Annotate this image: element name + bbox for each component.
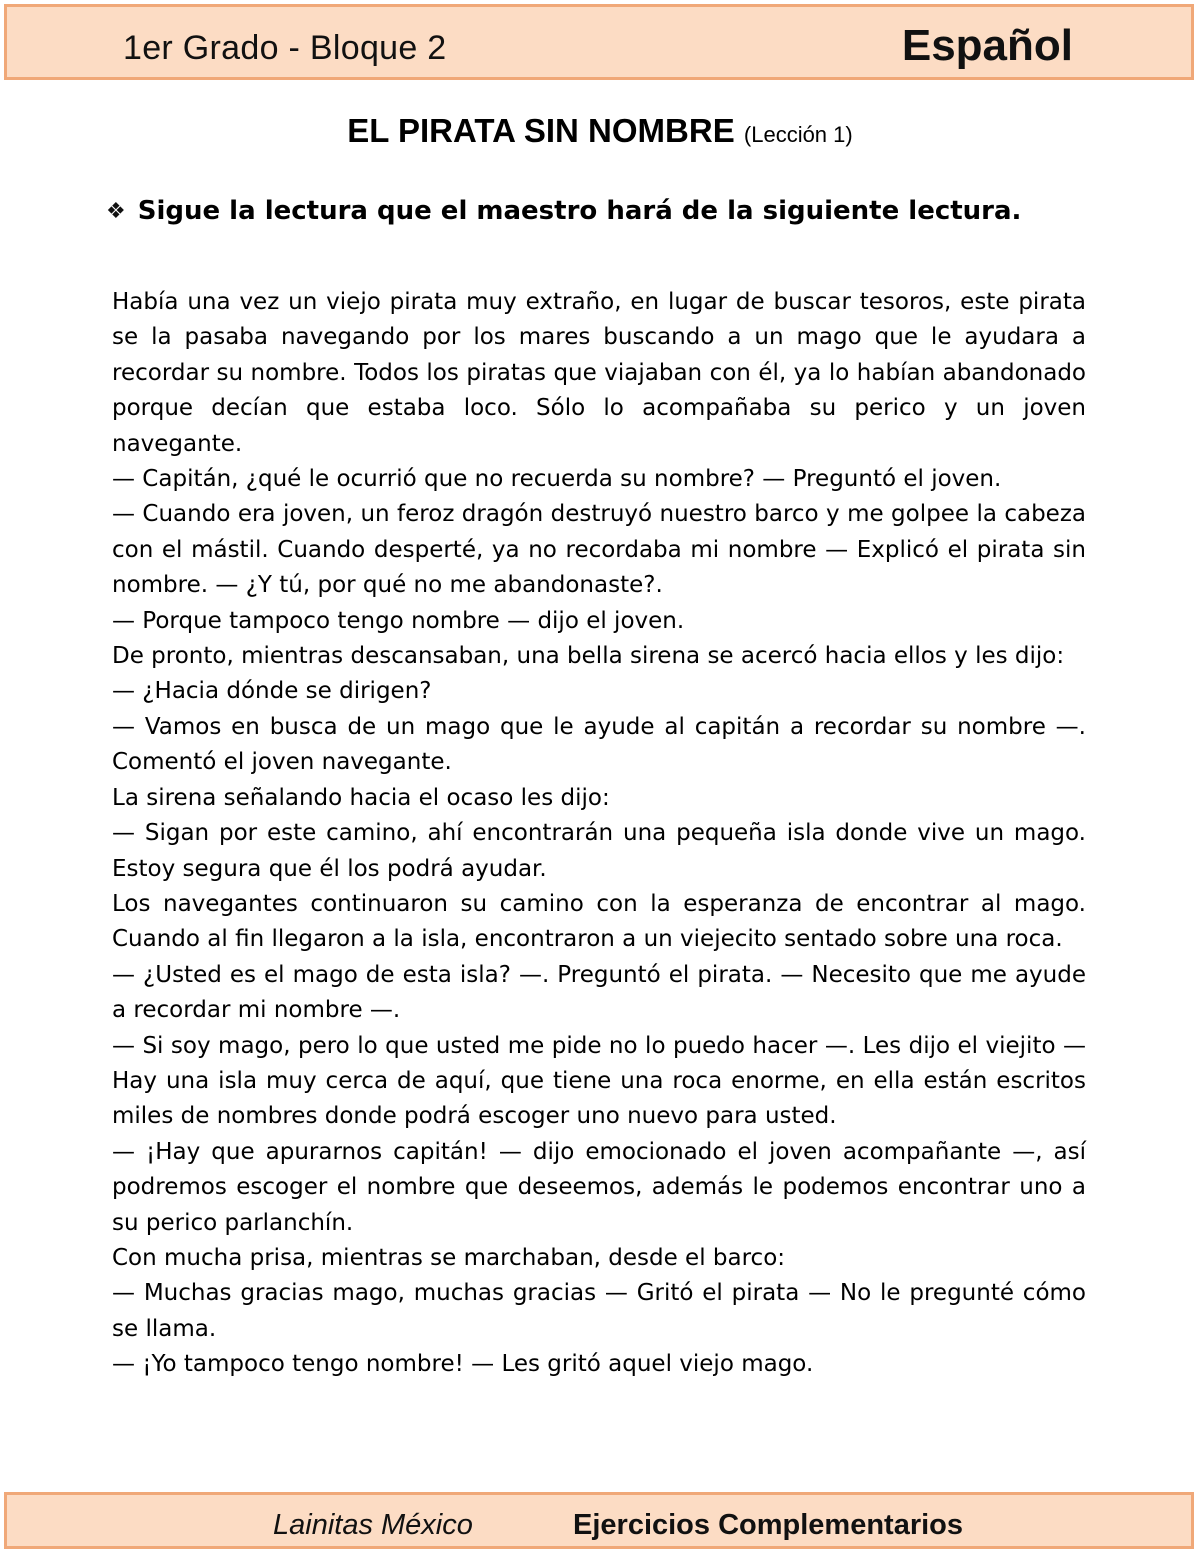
- story-paragraph: — Vamos en busca de un mago que le ayude al capitán a recordar su nombre —. Comentó el joven navegante.: [112, 713, 1086, 776]
- story-paragraph: — ¿Hacia dónde se dirigen?: [112, 678, 432, 705]
- story-paragraph: La sirena señalando hacia el ocaso les dijo:: [112, 784, 610, 811]
- story-body: [112, 285, 1086, 1383]
- diamond-bullet-icon: ❖: [106, 198, 126, 224]
- page-title: [0, 112, 1200, 150]
- story-paragraph: — Muchas gracias mago, muchas gracias — Gritó el pirata — No le pregunté cómo se llama.: [112, 1280, 1086, 1342]
- story-paragraph: Había una vez un viejo pirata muy extraño, en lugar de buscar tesoros, este pirata se la pasaba navegando por los mares buscando a un mago que le ayudara a recordar su nombre. Todos los piratas que viajaban con él, ya lo habían abandonado porque decían que estaba loco. Sólo lo acompañaba su perico y un joven navegante.: [112, 289, 1086, 457]
- instruction-text: Sigue la lectura que el maestro hará de la siguiente lectura.: [137, 196, 1022, 226]
- lesson-label: (Lección 1): [743, 122, 853, 147]
- title-main: EL PIRATA SIN NOMBRE: [347, 112, 735, 149]
- story-paragraph: — ¡Hay que apurarnos capitán! — dijo emocionado el joven acompañante —, así podremos escoger el nombre que deseemos, además le podemos encontrar uno a su perico parlanchín.: [112, 1138, 1086, 1236]
- story-paragraph: — Capitán, ¿qué le ocurrió que no recuerda su nombre? — Preguntó el joven.: [112, 466, 1002, 493]
- series-label: Ejercicios Complementarios: [573, 1509, 964, 1541]
- grade-block-label: 1er Grado - Bloque 2: [123, 29, 447, 67]
- story-paragraph: — Si soy mago, pero lo que usted me pide no lo puedo hacer —. Les dijo el viejito — Hay una isla muy cerca de aquí, que tiene una roca enorme, en ella están escritos miles de nombres donde podrá escoger uno nuevo para usted.: [112, 1032, 1086, 1130]
- footer-banner: [4, 1492, 1194, 1549]
- story-paragraph: — Sigan por este camino, ahí encontrarán una pequeña isla donde vive un mago. Estoy segura que él los podrá ayudar.: [112, 820, 1086, 882]
- story-paragraph: Los navegantes continuaron su camino con la esperanza de encontrar al mago. Cuando al fin llegaron a la isla, encontraron a un viejecito sentado sobre una roca.: [112, 890, 1086, 953]
- story-paragraph: De pronto, mientras descansaban, una bella sirena se acercó hacia ellos y les dijo:: [112, 643, 1065, 670]
- header-banner: [4, 4, 1194, 80]
- story-paragraph: — ¿Usted es el mago de esta isla? —. Preguntó el pirata. — Necesito que me ayude a recordar mi nombre —.: [112, 961, 1086, 1024]
- instruction: [106, 196, 1021, 226]
- subject-label: Español: [901, 21, 1073, 70]
- story-paragraph: — Cuando era joven, un feroz dragón destruyó nuestro barco y me golpee la cabeza con el mástil. Cuando desperté, ya no recordaba mi nombre — Explicó el pirata sin nombre. — ¿Y tú, por qué no me abandonaste?.: [112, 501, 1086, 599]
- story-paragraph: Con mucha prisa, mientras se marchaban, desde el barco:: [112, 1244, 786, 1271]
- story-paragraph: — Porque tampoco tengo nombre — dijo el joven.: [112, 607, 685, 634]
- publisher-label: Lainitas México: [273, 1509, 473, 1541]
- story-paragraph: — ¡Yo tampoco tengo nombre! — Les gritó aquel viejo mago.: [112, 1351, 814, 1378]
